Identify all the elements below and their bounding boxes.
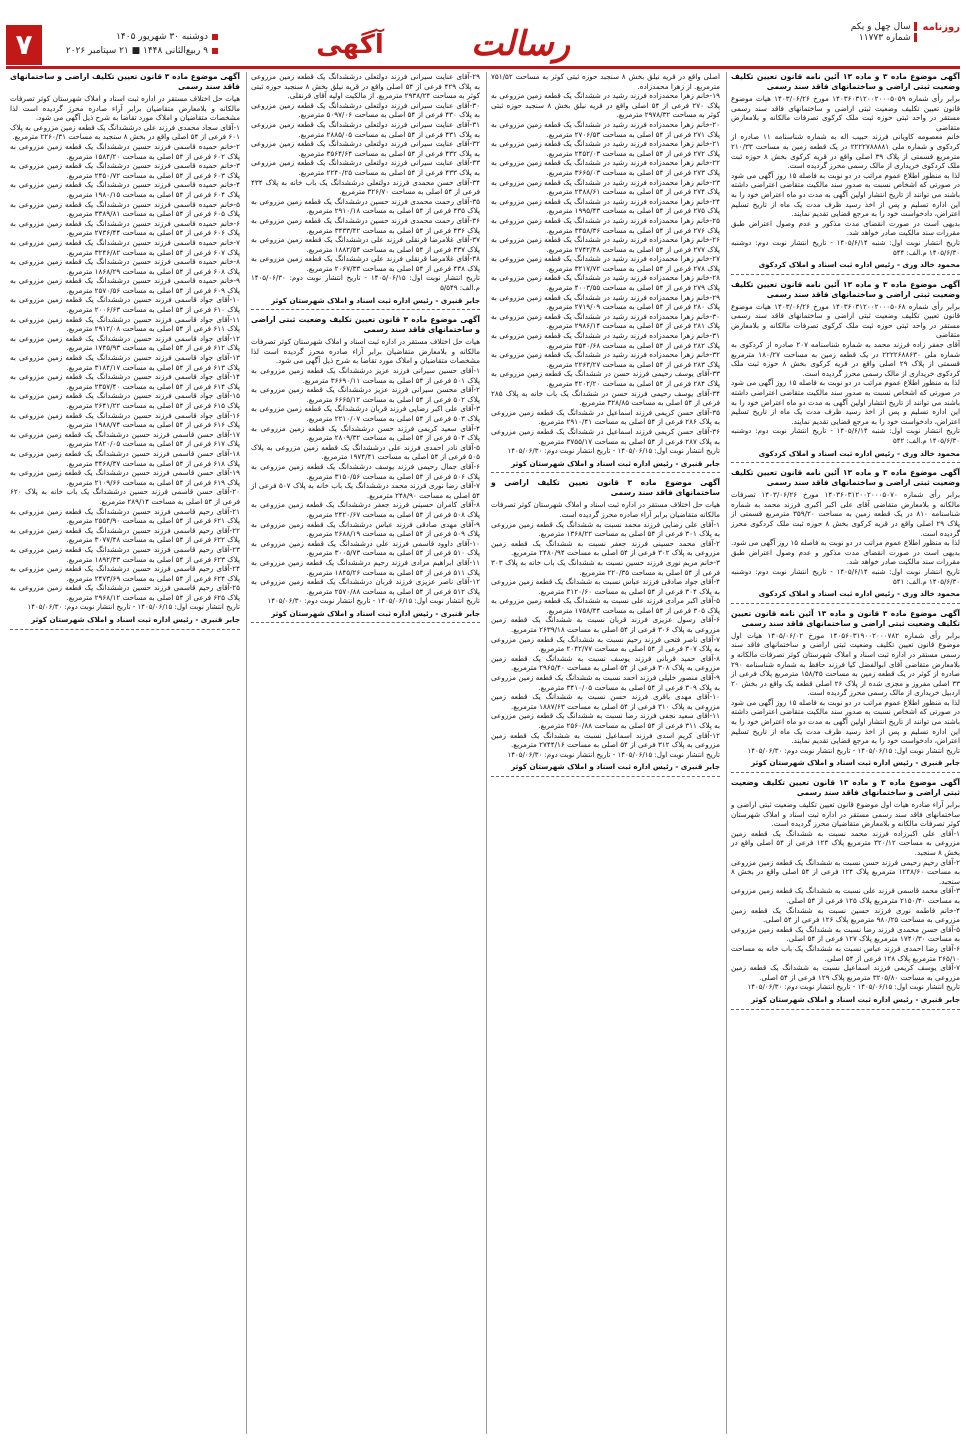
notice-date: تاریخ انتشار نوبت اول: ۱۴۰۵/۰۶/۱۵ - تاریخ انتشار نوبت دوم: ۱۴۰۵/۰۶/۳۰ bbox=[27, 603, 240, 612]
notice-paragraph: ۱۲-آقای جواد قاسمی فرزند حسین درششدانگ یک قطعه زمین مزروعی به پلاک ۶۱۲ فرعی از ۵۴ اصلی به مساحت ۱۷۴۵/۹۳ مترمربع. bbox=[10, 333, 240, 353]
notice-paragraph: ۵-آقای اکبر مرادی فرزند علی نسبت به ششدانگ یک قطعه زمین مزروعی به پلاک ۳۰۵ فرعی از ۵۴ اصلی به مساحت ۱۷۵۸/۴۴ مترمربع. bbox=[491, 596, 720, 615]
notice-paragraph: ۱۲-آقای ناصر عزیزی فرزند قربان درششدانگ یک قطعه زمین مزروعی به پلاک ۵۱۲ فرعی از ۵۴ اصلی به مساحت ۲۵۷۰/۸۸ مترمربع. bbox=[251, 577, 480, 596]
issue-text: شماره ۱۱۷۷۳ bbox=[858, 33, 911, 43]
notice-paragraph: ۱۱-آقای جواد قاسمی فرزند حسین درششدانگ یک قطعه زمین مزروعی به پلاک ۶۱۱ فرعی از ۵۴ اصلی به مساحت ۲۹۱۲/۰۸ مترمربع. bbox=[10, 314, 240, 334]
notice-date: تاریخ انتشار نوبت اول: ۱۴۰۵/۰۶/۱۵ - تاریخ انتشار نوبت دوم: ۱۴۰۵/۰۶/۳۰ م.الف: ۵/۵۴۹ bbox=[251, 274, 480, 293]
date-block bbox=[48, 30, 218, 58]
notice-signature: محمود خالد وری - رئیس اداره ثبت اسناد و املاک کردکوی bbox=[758, 589, 960, 599]
notice-paragraph: ۲۱-آقای رحیم قاسمی فرزند حسین درششدانگ یک قطعه زمین مزروعی به پلاک ۶۲۱ فرعی از ۵۴ اصلی به مساحت ۲۵۵۴/۹۰ مترمربع. bbox=[10, 506, 240, 526]
page-number: ۷ bbox=[6, 25, 42, 65]
notice-signature: جابر قنبری - رئیس اداره ثبت اسناد و املاک شهرستان کوثر bbox=[511, 458, 720, 468]
notice-date: تاریخ انتشار نوبت اول: ۱۴۰۵/۰۶/۱۵ - تاریخ انتشار نوبت دوم: ۱۴۰۵/۰۶/۳۰ bbox=[507, 447, 720, 456]
notice-paragraph: ۱-آقای علی اکبرزاده فرزند محمد نسبت به ششدانگ یک قطعه زمین مزروعی به مساحت ۳۲۰/۱۲ مترمربع پلاک ۱۲۳ فرعی از ۵۴ اصلی واقع در بخش ۸ سنجبد. bbox=[731, 828, 960, 857]
notice-date: تاریخ انتشار نوبت اول: شنبه ۱۴۰۵/۶/۱۴ - تاریخ انتشار نوبت دوم: دوشنبه ۱۴۰۵/۶/۳۰ م.الف: ۵۴۱ bbox=[731, 567, 960, 586]
legal-notice bbox=[10, 72, 240, 630]
notice-signature: جابر قنبری - رئیس اداره ثبت اسناد و املاک شهرستان کوثر bbox=[31, 615, 240, 625]
notice-paragraph: ۲۴-آقای رحیم قاسمی فرزند حسین درششدانگ یک قطعه زمین مزروعی به پلاک ۶۲۴ فرعی از ۵۴ اصلی به مساحت ۲۴۷۳/۶۹ مترمربع. bbox=[10, 564, 240, 583]
notice-paragraph: ۲۸-خانم زهرا محمدزاده فرزند رشید در ششدانگ یک قطعه زمین مزروعی به پلاک ۲۷۹ فرعی از ۵۴ اصلی به مساحت ۴۰۰۳/۵۵ مترمربع. bbox=[491, 273, 720, 293]
date-persian bbox=[48, 30, 218, 44]
notice-date: تاریخ انتشار نوبت اول: ۱۴۰۵/۰۶/۱۵ - تاریخ انتشار نوبت دوم: ۱۴۰۵/۰۶/۳۰ bbox=[267, 597, 480, 606]
notice-paragraph: ۳۰-آقای عنایت سیرانی فرزند دولتعلی درششدانگ یک قطعه زمین مزروعی به پلاک ۴۳۰ فرعی از ۵۴ اصلی به مساحت ۵۰۹۷/۰۶ مترمربع. bbox=[251, 100, 480, 120]
year-label bbox=[851, 22, 917, 33]
legal-notice bbox=[731, 72, 960, 275]
notice-paragraph: ۶-خانم حمیده قاسمی فرزند حسین درششدانگ یک قطعه زمین مزروعی به پلاک ۶۰۶ فرعی از ۵۴ اصلی به مساحت ۲۷۳۶/۴۴ مترمربع. bbox=[10, 218, 240, 238]
notice-paragraph: ۳۸-آقای غلامرضا قرنقلی فرزند علی درششدانگ یک قطعه زمین مزروعی به پلاک ۴۳۸ فرعی از ۵۴ اصلی به مساحت ۲۰۶۷/۳۳ مترمربع. bbox=[251, 254, 480, 273]
notice-paragraph: ۲۵-خانم زهرا محمدزاده فرزند رشید در ششدانگ یک قطعه زمین مزروعی به پلاک ۲۷۶ فرعی از ۵۴ اصلی به مساحت ۳۳۵۸/۳۶ مترمربع. bbox=[491, 215, 720, 235]
ad-columns bbox=[6, 72, 960, 1434]
notice-paragraph: ۲-آقای رحیم رحیمی فرزند حسن نسبت به ششدانگ یک قطعه زمین مزروعی به مساحت ۱۲۴۸/۶۰ مترمربع پلاک ۱۲۴ فرعی از ۵۴ اصلی واقع در بخش ۸ سنجبد. bbox=[731, 857, 960, 886]
masthead bbox=[0, 0, 966, 70]
notice-paragraph: ۷-آقای ناصر فتحی فرزند رحیم نسبت به ششدانگ یک قطعه زمین مزروعی به پلاک ۳۰۷ فرعی از ۵۴ اصلی به مساحت ۲۰۴۲/۷۷ مترمربع. bbox=[491, 634, 720, 654]
notice-signature: جابر قنبری - رئیس اداره ثبت اسناد و املاک شهرستان کوثر bbox=[271, 295, 480, 305]
notice-title: آگهی موضوع ماده ۳ و ماده ۱۳ آئین نامه قانون تعیین تکلیف وضعیت ثبتی اراضی و ساختمانهای فاقد سند رسمی bbox=[731, 468, 960, 488]
notice-title: آگهی موضوع ماده ۳ قانون تعیین تکلیف اراضی و ساختمانهای فاقد سند رسمی bbox=[10, 72, 240, 91]
notice-title: آگهی موضوع ماده ۳ و ماده ۱۳ آئین نامه قانون تعیین تکلیف وضعیت ثبتی اراضی و ساختمانهای فاقد سند رسمی bbox=[731, 279, 960, 299]
notice-paragraph: ۱۱-آقای ابراهیم مرادی فرزند رحیم درششدانگ یک قطعه زمین مزروعی به پلاک ۵۱۱ فرعی از ۵۴ اصلی به مساحت ۱۸۴۵/۲۶ مترمربع. bbox=[251, 557, 480, 577]
notice-date: تاریخ انتشار نوبت اول: ۱۴۰۵/۰۶/۱۵ - تاریخ انتشار نوبت دوم: ۱۴۰۵/۰۶/۳۰ bbox=[747, 746, 960, 755]
issue-label bbox=[851, 33, 917, 44]
notice-paragraph: ۳۲-آقای عنایت سیرانی فرزند دولتعلی درششدانگ یک قطعه زمین مزروعی به پلاک ۴۳۲ فرعی از ۵۴ اصلی به مساحت ۳۵۶۴/۶۴ مترمربع. bbox=[251, 139, 480, 158]
section-title: آگهی bbox=[316, 30, 384, 60]
notice-signature: جابر قنبری - رئیس اداره ثبت اسناد و املاک شهرستان کوثر bbox=[751, 758, 960, 768]
legal-notice bbox=[731, 609, 960, 773]
notice-paragraph: ۳۶-آقای رحمت محمدی فرزند حسین درششدانگ یک قطعه زمین مزروعی به پلاک ۴۳۶ فرعی از ۵۴ اصلی به مساحت ۳۴۳۳/۴۲ مترمربع. bbox=[251, 215, 480, 235]
notice-paragraph: ۲-خانم حمیده قاسمی فرزند حسین درششدانگ یک قطعه زمین مزروعی به پلاک ۶۰۲ فرعی از ۵۴ اصلی به مساحت ۱۵۸۴/۲۰ مترمربع. bbox=[10, 141, 240, 161]
notice-title: آگهی موضوع ماده ۳ قانون و ماده ۱۳ آئین نامه قانون تعیین تکلیف وضعیت ثبتی اراضی و ساختمانهای فاقد سند رسمی bbox=[731, 608, 960, 628]
paper-brand-block bbox=[923, 22, 961, 34]
notice-signature: جابر قنبری - رئیس اداره ثبت اسناد و املاک شهرستان کوثر bbox=[271, 608, 480, 618]
notice-paragraph: ۲۹-خانم زهرا محمدزاده فرزند رشید در ششدانگ یک قطعه زمین مزروعی به پلاک ۲۸۰ فرعی از ۵۴ اصلی به مساحت ۲۷۱۹/۰۹ مترمربع. bbox=[491, 292, 720, 312]
notice-paragraph: اصلی واقع در قریه نیلق بخش ۸ سنجبد حوزه ثبتی کوثر به مساحت ۷۵۱/۵۲ مترمربع. از زهرا محمدزاده. bbox=[491, 72, 720, 91]
notice-paragraph: لذا به منظور اطلاع عموم مراتب در دو نوبت به فاصله ۱۵ روز آگهی می شود در صورتی که اشخاص نسبت به صدور سند مالکیت متقاضی اعتراضی داشته باشند می توانند از تاریخ انتشار اولین آگهی به مدت دو ماه اعتراض خود را به این اداره تسلیم و پس از اخذ رسید ظرف مدت یک ماه از تاریخ تسلیم اعتراض، دادخواست خود را به مرجع قضایی تقدیم نمایند. bbox=[731, 697, 960, 746]
legal-notice bbox=[491, 72, 720, 473]
notice-paragraph: برابر رأی شماره ۱۴۰۳۶۰۳۱۲۰۰۲۰۰۰۵۰۵۹ مورخ ۱۴۰۳/۰۶/۲۶ هیات موضوع قانون تعیین تکلیف وضعیت ثبتی اراضی و ساختمانهای فاقد سند رسمی مستقر در واحد ثبتی حوزه ثبت ملک کرکوی تصرفات مالکانه و بلامعارض متقاضی bbox=[731, 94, 960, 132]
notice-paragraph: ۱-آقای سجاد محمدی فرزند علی درششدانگ یک قطعه زمین مزروعی به پلاک ۶۰۱ فرعی از ۵۴ اصلی واقع در بخش ۸ سنجبد به مساحت ۲۲۶۰/۳۱ مترمربع. bbox=[10, 122, 240, 142]
notice-paragraph: ۵-آقای نادر احمدی فرزند علی درششدانگ یک قطعه زمین مزروعی به پلاک ۵۰۵ فرعی از ۵۴ اصلی به مساحت ۱۹۷۴/۴۱ مترمربع. bbox=[251, 442, 480, 462]
notice-paragraph: ۲۰-آقای حسن قاسمی فرزند حسین درششدانگ یک باب خانه به پلاک ۶۲۰ فرعی از ۵۴ اصلی به مساحت ۲۸۹/۱۴ مترمربع. bbox=[10, 487, 240, 506]
column-4 bbox=[6, 72, 240, 1434]
notice-paragraph: برابر رأی شماره ۱۴۰۵۶۰۳۱۹۰۰۲۰۰۰۷۸۲ مورخ ۱۴۰۵/۰۶/۰۲ هیات اول موضوع قانون تعیین تکلیف وضعیت ثبتی اراضی و ساختمانهای فاقد سند رسمی مستقر در اداره ثبت اسناد و املاک شهرستان کوثر تصرفات مالکانه و بلامعارض متقاضی آقای ابوالفضل کیا فرزند حافظ به شماره شناسنامه ۲۹۰ صادره از کوثر در یک قطعه زمین به مساحت ۱۵۸/۴۵ مترمربع پلاک فرعی از ۳۳ اصلی مفروز و مجزی شده از پلاک ۲۶ اصلی قطعه یک واقع در بخش ۲۰ اردبیل خریداری از مالک رسمی محرز گردیده است. bbox=[731, 630, 960, 698]
notice-paragraph: هیات حل اختلاف مستقر در اداره ثبت اسناد و املاک شهرستان کوثر تصرفات مالکانه متقاضیان برابر آراء صادره محرز گردیده است. bbox=[491, 500, 720, 519]
notice-paragraph: ۳۴-آقای حسن محمدی فرزند دولتعلی درششدانگ یک باب خانه به پلاک ۴۳۴ فرعی از ۵۴ اصلی به مساحت ۳۲۶/۷۰ مترمربع. bbox=[251, 177, 480, 197]
notice-paragraph: ۳۵-آقای حسن کریمی فرزند اسماعیل در ششدانگ یک قطعه زمین مزروعی به پلاک ۲۸۶ فرعی از ۵۴ اصلی به مساحت ۲۹۱۰/۴۱ مترمربع. bbox=[491, 407, 720, 427]
notice-paragraph: ۸-آقای کامران حسینی فرزند جعفر درششدانگ یک قطعه زمین مزروعی به پلاک ۵۰۸ فرعی از ۵۴ اصلی به مساحت ۲۴۲۰/۶۷ مترمربع. bbox=[251, 500, 480, 519]
legal-notice bbox=[731, 778, 960, 1009]
notice-paragraph: لذا به منظور اطلاع عموم مراتب در دو نوبت به فاصله ۱۵ روز آگهی می شود. بدیهی است در صورت انقضای مدت مذکور و عدم وصول اعتراض طبق مقررات سند مالکیت صادر خواهد شد. bbox=[731, 538, 960, 567]
notice-paragraph: ۳۱-آقای عنایت سیرانی فرزند دولتعلی درششدانگ یک قطعه زمین مزروعی به پلاک ۴۳۱ فرعی از ۵۴ اصلی به مساحت ۲۸۸۵/۰۵ مترمربع. bbox=[251, 119, 480, 139]
notice-paragraph: ۳۷-آقای غلامرضا قرنقلی فرزند علی درششدانگ یک قطعه زمین مزروعی به پلاک ۴۳۷ فرعی از ۵۴ اصلی به مساحت ۱۸۸۲/۵۴ مترمربع. bbox=[251, 235, 480, 254]
notice-paragraph: برابر رأی شماره ۱۴۰۳۶۰۳۱۲۰۰۲۰۰۰۵۰۶۸ مورخ ۱۴۰۳/۰۶/۲۶ هیات موضوع قانون تعیین تکلیف وضعیت ثبتی اراضی و ساختمانهای فاقد سند رسمی مستقر در واحد ثبتی حوزه ثبت ملک کرکوی تصرفات مالکانه و بلامعارض متقاضی bbox=[731, 301, 960, 340]
notice-paragraph: ۱۳-آقای جواد قاسمی فرزند حسین درششدانگ یک قطعه زمین مزروعی به پلاک ۶۱۳ فرعی از ۵۴ اصلی به مساحت ۳۱۸۴/۱۷ مترمربع. bbox=[10, 353, 240, 372]
newspaper-logo: رسالت bbox=[470, 24, 570, 64]
notice-title: آگهی موضوع ماده ۳ قانون تعیین تکلیف اراضی و ساختمانهای فاقد سند رسمی bbox=[491, 478, 720, 498]
notice-signature: جابر قنبری - رئیس اداره ثبت اسناد و املاک شهرستان کوثر bbox=[751, 994, 960, 1004]
column-2 bbox=[486, 72, 720, 1434]
paper-meta-block bbox=[851, 22, 917, 44]
notice-signature: محمود خالد وری - رئیس اداره ثبت اسناد و املاک کردکوی bbox=[758, 260, 960, 270]
notice-paragraph: برابر آراء صادره هیات اول موضوع قانون تعیین تکلیف وضعیت ثبتی اراضی و ساختمانهای فاقد سند رسمی مستقر در اداره ثبت اسناد و املاک شهرستان کوثر تصرفات مالکانه و بلامعارض متقاضیان محرز گردیده است. bbox=[731, 800, 960, 829]
date-other-text: ۹ ربیع‌الثانی ۱۴۴۸ ■ ۲۱ سپتامبر ۲۰۲۶ bbox=[65, 46, 208, 56]
notice-paragraph: ۱۹-خانم زهرا محمدزاده فرزند رشید در ششدانگ یک قطعه زمین مزروعی به پلاک ۲۷۰ فرعی از ۵۴ اصلی واقع در قریه نیلق بخش ۸ سنجبد حوزه ثبتی کوثر به مساحت ۲۹۷۸/۳۲ مترمربع. bbox=[491, 91, 720, 120]
notice-paragraph: ۸-آقای حمید قربانی فرزند یوسف نسبت به ششدانگ یک قطعه زمین مزروعی به پلاک ۳۰۸ فرعی از ۵۴ اصلی به مساحت ۲۹۶۵/۴۰ مترمربع. bbox=[491, 653, 720, 673]
notice-paragraph: ۳-خانم مریم نوری فرزند حسین نسبت به ششدانگ یک باب خانه به پلاک ۳۰۳ فرعی از ۵۴ اصلی به مساحت ۲۲۰/۳۵ مترمربع. bbox=[491, 557, 720, 577]
notice-date: تاریخ انتشار نوبت اول: شنبه ۱۴۰۵/۶/۱۴ - تاریخ انتشار نوبت دوم: دوشنبه ۱۴۰۵/۶/۳۰ م.الف: ۵۴۲ bbox=[731, 427, 960, 445]
notice-date: تاریخ انتشار نوبت اول: ۱۴۰۵/۰۶/۱۵ - تاریخ انتشار نوبت دوم: ۱۴۰۵/۰۶/۳۰ bbox=[507, 750, 720, 759]
notice-signature: محمود خالد وری - رئیس اداره ثبت اسناد و املاک کردکوی bbox=[758, 448, 960, 458]
notice-paragraph: ۶-آقای رسول عزیزی فرزند قربان نسبت به ششدانگ یک قطعه زمین مزروعی به پلاک ۳۰۶ فرعی از ۵۴ اصلی به مساحت ۲۶۳۹/۱۸ مترمربع. bbox=[491, 615, 720, 635]
notice-paragraph: ۳۱-خانم زهرا محمدزاده فرزند رشید در ششدانگ یک قطعه زمین مزروعی به پلاک ۲۸۲ فرعی از ۵۴ اصلی به مساحت ۳۵۴۰/۶۸ مترمربع. bbox=[491, 331, 720, 350]
notice-paragraph: خانم معصومه کاویانی فرزند حبیب اله به شماره شناسنامه ۱۱ صادره از کردکوی و شماره ملی ۲۲۲۲۷۸۸۸۸۱ در یک قطعه زمین به مساحت ۲۱۰/۳۳ مترمربع قسمتی از پلاک ۳۹ اصلی واقع در قریه کرکوی بخش ۸ حوزه ثبت ملک کردکوی خریداری از مالک رسمی محرز گردیده است. bbox=[731, 132, 960, 171]
notice-paragraph: ۱۰-آقای مهدی باقری فرزند حسن نسبت به ششدانگ یک قطعه زمین مزروعی به پلاک ۳۱۰ فرعی از ۵۴ اصلی به مساحت ۱۸۸۷/۶۳ مترمربع. bbox=[491, 692, 720, 711]
notice-paragraph: ۲۲-آقای رحیم قاسمی فرزند حسین درششدانگ یک قطعه زمین مزروعی به پلاک ۶۲۲ فرعی از ۵۴ اصلی به مساحت ۳۰۷۷/۴۸ مترمربع. bbox=[10, 525, 240, 545]
notice-paragraph: ۸-خانم حمیده قاسمی فرزند حسین درششدانگ یک قطعه زمین مزروعی به پلاک ۶۰۸ فرعی از ۵۴ اصلی به مساحت ۱۸۶۸/۲۹ مترمربع. bbox=[10, 257, 240, 276]
notice-paragraph: ۲۹-آقای عنایت سیرانی فرزند دولتعلی درششدانگ یک قطعه زمین مزروعی به پلاک ۴۲۹ فرعی از ۵۴ اصلی واقع در قریه نیلق بخش ۸ سنجبد حوزه ثبتی کوثر به مساحت ۲۹۳۸/۲۴ مترمربع. از مالکیت اولیه آقای قرنقلی. bbox=[251, 72, 480, 101]
notice-signature: جابر قنبری - رئیس اداره ثبت اسناد و املاک شهرستان کوثر bbox=[511, 762, 720, 772]
notice-date: تاریخ انتشار نوبت اول: شنبه ۱۴۰۵/۶/۱۴ - تاریخ انتشار نوبت دوم: دوشنبه ۱۴۰۵/۶/۳۰ م.الف: ۵۴۴ bbox=[731, 238, 960, 257]
notice-paragraph: ۴-خانم فاطمه نوری فرزند حسین نسبت به ششدانگ یک قطعه زمین مزروعی به مساحت ۹۸۰/۲۵ مترمربع پلاک ۱۲۶ فرعی از ۵۴ اصلی. bbox=[731, 905, 960, 925]
notice-paragraph: برابر رأی شماره ۱۴۰۳۶۰۳۱۲۰۰۲۰۰۰۵۰۷۰ مورخ ۱۴۰۳/۰۶/۲۶ تصرفات مالکانه و بلامعارض متقاضی آقای علی اکبر اکبری فرزند محمد به شماره شناسنامه ۸۱۰ در یک قطعه زمین به مساحت ۳۵۹/۲۰ مترمربع قسمتی از پلاک ۲۹ اصلی واقع در قریه کرکوی بخش ۸ حوزه ثبت ملک کردکوی محرز گردیده است. bbox=[731, 490, 960, 538]
legal-notice bbox=[731, 280, 960, 464]
notice-paragraph: لذا به منظور اطلاع عموم مراتب در دو نوبت به فاصله ۱۵ روز آگهی می شود در صورتی که اشخاص نسبت به صدور سند مالکیت متقاضی اعتراضی داشته باشند می توانند از تاریخ انتشار اولین آگهی به مدت دو ماه اعتراض خود را به این اداره تسلیم و پس از اخذ رسید ظرف مدت یک ماه از تاریخ تسلیم اعتراض، دادخواست خود را به مرجع قضایی تقدیم نمایند. bbox=[731, 378, 960, 426]
date-other bbox=[48, 44, 218, 58]
notice-paragraph: ۲۶-خانم زهرا محمدزاده فرزند رشید در ششدانگ یک قطعه زمین مزروعی به پلاک ۲۷۷ فرعی از ۵۴ اصلی به مساحت ۲۷۴۲/۴۸ مترمربع. bbox=[491, 235, 720, 254]
notice-paragraph: ۳۰-خانم زهرا محمدزاده فرزند رشید در ششدانگ یک قطعه زمین مزروعی به پلاک ۲۸۱ فرعی از ۵۴ اصلی به مساحت ۲۹۸۶/۱۴ مترمربع. bbox=[491, 311, 720, 331]
notice-paragraph: هیات حل اختلاف مستقر در اداره ثبت اسناد و املاک شهرستان کوثر تصرفات مالکانه و بلامعارض متقاضیان برابر آراء صادره محرز گردیده است لذا مشخصات متقاضیان و املاک مورد تقاضا به شرح ذیل آگهی می شود. bbox=[251, 337, 480, 366]
notice-paragraph: ۲۴-خانم زهرا محمدزاده فرزند رشید در ششدانگ یک قطعه زمین مزروعی به پلاک ۲۷۵ فرعی از ۵۴ اصلی به مساحت ۱۹۹۵/۴۳ مترمربع. bbox=[491, 196, 720, 216]
notice-paragraph: ۱۴-آقای جواد قاسمی فرزند حسین درششدانگ یک قطعه زمین مزروعی به پلاک ۶۱۴ فرعی از ۵۴ اصلی به مساحت ۲۳۵۷/۴۰ مترمربع. bbox=[10, 372, 240, 391]
notice-paragraph: ۱۱-آقای سعید نجفی فرزند رضا نسبت به ششدانگ یک قطعه زمین مزروعی به پلاک ۳۱۱ فرعی از ۵۴ اصلی به مساحت ۲۵۶۰/۸۸ مترمربع. bbox=[491, 711, 720, 730]
legal-notice bbox=[251, 315, 480, 623]
notice-paragraph: ۳۳-آقای عنایت سیرانی فرزند دولتعلی درششدانگ یک قطعه زمین مزروعی به پلاک ۴۳۳ فرعی از ۵۴ اصلی به مساحت ۲۲۴۰/۲۵ مترمربع. bbox=[251, 158, 480, 177]
column-1 bbox=[726, 72, 960, 1434]
notice-paragraph: ۱۰-آقای جواد قاسمی فرزند حسین درششدانگ یک قطعه زمین مزروعی به پلاک ۶۱۰ فرعی از ۵۴ اصلی به مساحت ۲۰۰۶/۶۳ مترمربع. bbox=[10, 295, 240, 315]
notice-paragraph: ۱۷-آقای حسن قاسمی فرزند حسین درششدانگ یک قطعه زمین مزروعی به پلاک ۶۱۷ فرعی از ۵۴ اصلی به مساحت ۲۸۲۰/۰۵ مترمربع. bbox=[10, 429, 240, 449]
notice-title: آگهی موضوع ماده ۳ و ماده ۱۳ قانون تعیین تکلیف وضعیت ثبتی اراضی و ساختمانهای فاقد سند رسمی bbox=[731, 778, 960, 798]
notice-paragraph: ۹-خانم حمیده قاسمی فرزند حسین درششدانگ یک قطعه زمین مزروعی به پلاک ۶۰۹ فرعی از ۵۴ اصلی به مساحت ۲۵۷۰/۵۶ مترمربع. bbox=[10, 276, 240, 295]
notice-paragraph: ۳۴-آقای یوسف رحیمی فرزند حسن در ششدانگ یک باب خانه به پلاک ۲۸۵ فرعی از ۵۴ اصلی به مساحت ۳۲۸/۸۵ مترمربع. bbox=[491, 388, 720, 408]
notice-paragraph: ۱۶-آقای جواد قاسمی فرزند حسین درششدانگ یک قطعه زمین مزروعی به پلاک ۶۱۶ فرعی از ۵۴ اصلی به مساحت ۱۹۸۸/۷۴ مترمربع. bbox=[10, 410, 240, 430]
notice-title: آگهی موضوع ماده ۳ قانون تعیین تکلیف وضعیت ثبتی اراضی و ساختمانهای فاقد سند رسمی bbox=[251, 315, 480, 335]
notice-paragraph: ۶-آقای جمال رحیمی فرزند یوسف درششدانگ یک قطعه زمین مزروعی به پلاک ۵۰۶ فرعی از ۵۴ اصلی به مساحت ۳۱۵۰/۵۶ مترمربع. bbox=[251, 461, 480, 481]
notice-paragraph: ۴-خانم حمیده قاسمی فرزند حسین درششدانگ یک قطعه زمین مزروعی به پلاک ۶۰۴ فرعی از ۵۴ اصلی به مساحت ۱۹۸۰/۱۵ مترمربع. bbox=[10, 180, 240, 199]
notice-paragraph: ۶-آقای رضا احمدی فرزند عباس نسبت به ششدانگ یک باب خانه به مساحت ۲۶۵/۱۰ مترمربع پلاک ۱۲۸ فرعی از ۵۴ اصلی. bbox=[731, 943, 960, 963]
notice-paragraph: ۳۳-آقای یوسف رحیمی فرزند حسن در ششدانگ یک قطعه زمین مزروعی به پلاک ۲۸۴ فرعی از ۵۴ اصلی به مساحت ۴۲۰۲/۲۰ مترمربع. bbox=[491, 369, 720, 388]
notice-paragraph: ۱۸-آقای حسن قاسمی فرزند حسین درششدانگ یک قطعه زمین مزروعی به پلاک ۶۱۸ فرعی از ۵۴ اصلی به مساحت ۳۴۶۸/۳۷ مترمربع. bbox=[10, 448, 240, 468]
year-text: سال چهل و یکم bbox=[850, 22, 911, 32]
notice-paragraph: ۳-آقای علی اکبر رضایی فرزند قربان درششدانگ یک قطعه زمین مزروعی به پلاک ۵۰۳ فرعی از ۵۴ اصلی به مساحت ۲۲۱۰/۰۷ مترمربع. bbox=[251, 404, 480, 423]
column-3 bbox=[246, 72, 480, 1434]
notice-paragraph: ۳۲-خانم زهرا محمدزاده فرزند رشید در ششدانگ یک قطعه زمین مزروعی به پلاک ۲۸۳ فرعی از ۵۴ اصلی به مساحت ۲۲۶۳/۲۷ مترمربع. bbox=[491, 350, 720, 369]
notice-paragraph: ۵-خانم حمیده قاسمی فرزند حسین درششدانگ یک قطعه زمین مزروعی به پلاک ۶۰۵ فرعی از ۵۴ اصلی به مساحت ۳۳۸۹/۸۱ مترمربع. bbox=[10, 199, 240, 219]
legal-notice bbox=[251, 72, 480, 310]
notice-paragraph: ۳۶-آقای حسن کریمی فرزند اسماعیل در ششدانگ یک قطعه زمین مزروعی به پلاک ۲۸۷ فرعی از ۵۴ اصلی به مساحت ۳۷۵۵/۱۷ مترمربع. bbox=[491, 426, 720, 446]
notice-paragraph: ۲-آقای محسن سیرانی فرزند عزیز درششدانگ یک قطعه زمین مزروعی به پلاک ۵۰۲ فرعی از ۵۴ اصلی به مساحت ۶۶۶۵/۱۲ مترمربع. bbox=[251, 385, 480, 404]
notice-date: تاریخ انتشار نوبت اول: ۱۴۰۵/۰۶/۱۵ - تاریخ انتشار نوبت دوم: ۱۴۰۵/۰۶/۳۰ bbox=[747, 983, 960, 992]
notice-paragraph: ۹-آقای منصور خلیلی فرزند احمد نسبت به ششدانگ یک قطعه زمین مزروعی به پلاک ۳۰۹ فرعی از ۵۴ اصلی به مساحت ۳۴۱۰/۰۵ مترمربع. bbox=[491, 673, 720, 692]
notice-paragraph: ۲۲-خانم زهرا محمدزاده فرزند رشید در ششدانگ یک قطعه زمین مزروعی به پلاک ۲۷۳ فرعی از ۵۴ اصلی به مساحت ۳۶۶۵/۰۳ مترمربع. bbox=[491, 158, 720, 177]
notice-paragraph: ۷-آقای رضا نوری فرزند محمد درششدانگ یک باب خانه به پلاک ۵۰۷ فرعی از ۵۴ اصلی به مساحت ۲۴۸/۹۰ مترمربع. bbox=[251, 481, 480, 500]
notice-paragraph: ۷-خانم حمیده قاسمی فرزند حسین درششدانگ یک قطعه زمین مزروعی به پلاک ۶۰۷ فرعی از ۵۴ اصلی به مساحت ۳۲۴۶/۸۲ مترمربع. bbox=[10, 237, 240, 257]
notice-paragraph: ۱۲-آقای کریم اسدی فرزند اسماعیل نسبت به ششدانگ یک قطعه زمین مزروعی به پلاک ۳۱۲ فرعی از ۵۴ اصلی به مساحت ۲۷۴۴/۱۶ مترمربع. bbox=[491, 730, 720, 750]
notice-paragraph: ۱۵-آقای جواد قاسمی فرزند حسین درششدانگ یک قطعه زمین مزروعی به پلاک ۶۱۵ فرعی از ۵۴ اصلی به مساحت ۲۶۴۱/۲۲ مترمربع. bbox=[10, 391, 240, 410]
notice-paragraph: ۳۵-آقای رحمت محمدی فرزند حسین درششدانگ یک قطعه زمین مزروعی به پلاک ۴۳۵ فرعی از ۵۴ اصلی به مساحت ۲۹۱۰/۱۸ مترمربع. bbox=[251, 196, 480, 216]
notice-paragraph: ۱-آقای حسین سیرانی فرزند عزیز درششدانگ یک قطعه زمین مزروعی به پلاک ۵۰۱ فرعی از ۵۴ اصلی به مساحت ۳۶۶۹۰/۱۱ مترمربع. bbox=[251, 366, 480, 385]
notice-title: آگهی موضوع ماده ۳ و ماده ۱۳ آئین نامه قانون تعیین تکلیف وضعیت ثبتی اراضی و ساختمانهای فاقد سند رسمی bbox=[731, 72, 960, 91]
notice-paragraph: ۳-آقای محمد قاسمی فرزند علی نسبت به ششدانگ یک قطعه زمین مزروعی به مساحت ۲۱۵۰/۴۰ مترمربع پلاک ۱۲۵ فرعی از ۵۴ اصلی. bbox=[731, 886, 960, 905]
notice-paragraph: آقای جعفر زاده فرزند محمد به شماره شناسنامه ۲۰۷ صادره از کردکوی به شماره ملی ۲۲۲۲۶۸۸۶۳۰ در یک قطعه زمین به مساحت ۱۸۰/۲۷ مترمربع قسمتی از پلاک ۲۹ اصلی واقع در قریه کرکوی بخش ۸ حوزه ثبت ملک کردکوی خریداری از مالک رسمی محرز گردیده است. bbox=[731, 340, 960, 378]
notice-paragraph: ۱۰-آقای داوود قاسمی فرزند علی درششدانگ یک قطعه زمین مزروعی به پلاک ۵۱۰ فرعی از ۵۴ اصلی به مساحت ۳۰۰۵/۷۳ مترمربع. bbox=[251, 538, 480, 558]
notice-paragraph: ۲۷-خانم زهرا محمدزاده فرزند رشید در ششدانگ یک قطعه زمین مزروعی به پلاک ۲۷۸ فرعی از ۵۴ اصلی به مساحت ۳۲۱۷/۷۲ مترمربع. bbox=[491, 254, 720, 273]
date-persian-text: دوشنبه ۳۰ شهریور ۱۴۰۵ bbox=[116, 32, 208, 42]
notice-paragraph: ۱-آقای علی رضایی فرزند محمد نسبت به ششدانگ یک قطعه زمین مزروعی به پلاک ۳۰۱ فرعی از ۵۴ اصلی به مساحت ۱۳۶۸/۲۲ مترمربع. bbox=[491, 519, 720, 539]
notice-paragraph: ۲۵-آقای رحیم قاسمی فرزند حسین درششدانگ یک قطعه زمین مزروعی به پلاک ۶۲۵ فرعی از ۵۴ اصلی به مساحت ۲۹۶۸/۱۲ مترمربع. bbox=[10, 583, 240, 602]
notice-paragraph: ۲۳-آقای رحیم قاسمی فرزند حسین درششدانگ یک قطعه زمین مزروعی به پلاک ۶۲۳ فرعی از ۵۴ اصلی به مساحت ۱۸۹۲/۳۳ مترمربع. bbox=[10, 544, 240, 564]
notice-paragraph: ۲۱-خانم زهرا محمدزاده فرزند رشید در ششدانگ یک قطعه زمین مزروعی به پلاک ۲۷۲ فرعی از ۵۴ اصلی به مساحت ۲۴۵۲/۰۳ مترمربع. bbox=[491, 139, 720, 158]
notice-paragraph: ۲۰-خانم زهرا محمدزاده فرزند رشید در ششدانگ یک قطعه زمین مزروعی به پلاک ۲۷۱ فرعی از ۵۴ اصلی به مساحت ۲۷۰۶/۵۳ مترمربع. bbox=[491, 119, 720, 139]
paper-info bbox=[710, 22, 960, 62]
notice-paragraph: ۵-آقای حسن محمدی فرزند رضا نسبت به ششدانگ یک قطعه زمین مزروعی به مساحت ۱۷۴۰/۳۰ مترمربع پلاک ۱۲۷ فرعی از ۵۴ اصلی. bbox=[731, 924, 960, 944]
paper-type-label: روزنامه bbox=[922, 22, 960, 33]
notice-paragraph: ۲۳-خانم زهرا محمدزاده فرزند رشید در ششدانگ یک قطعه زمین مزروعی به پلاک ۲۷۴ فرعی از ۵۴ اصلی به مساحت ۲۳۸۸/۶۱ مترمربع. bbox=[491, 177, 720, 197]
notice-paragraph: هیات حل اختلاف مستقر در اداره ثبت اسناد و املاک شهرستان کوثر تصرفات مالکانه و بلامعارض متقاضیان برابر آراء صادره محرز گردیده است لذا مشخصات متقاضیان و املاک مورد تقاضا به شرح ذیل آگهی می شود. bbox=[10, 94, 240, 123]
notice-paragraph: ۹-آقای مهدی صادقی فرزند عباس درششدانگ یک قطعه زمین مزروعی به پلاک ۵۰۹ فرعی از ۵۴ اصلی به مساحت ۲۶۸۸/۱۹ مترمربع. bbox=[251, 519, 480, 539]
notice-paragraph: ۷-آقای یوسف کریمی فرزند اسماعیل نسبت به ششدانگ یک قطعه زمین مزروعی به مساحت ۳۲۰۵/۸۰ مترمربع پلاک ۱۲۹ فرعی از ۵۴ اصلی. bbox=[731, 963, 960, 982]
header-divider bbox=[6, 66, 960, 69]
notice-paragraph: ۲-آقای محمد حسینی فرزند جعفر نسبت به ششدانگ یک قطعه زمین مزروعی به پلاک ۳۰۲ فرعی از ۵۴ اصلی به مساحت ۲۴۸۰/۹۴ مترمربع. bbox=[491, 538, 720, 558]
notice-paragraph: ۱۹-آقای حسن قاسمی فرزند حسین درششدانگ یک قطعه زمین مزروعی به پلاک ۶۱۹ فرعی از ۵۴ اصلی به مساحت ۲۱۰۹/۶۶ مترمربع. bbox=[10, 468, 240, 487]
notice-paragraph: بدیهی است در صورت انقضای مدت مذکور و عدم وصول اعتراض طبق مقررات سند مالکیت صادر خواهد شد. bbox=[731, 218, 960, 238]
legal-notice bbox=[491, 478, 720, 777]
notice-paragraph: ۴-آقای جواد صادقی فرزند عباس نسبت به ششدانگ یک قطعه زمین مزروعی به پلاک ۳۰۴ فرعی از ۵۴ اصلی به مساحت ۳۱۲۰/۶۰ مترمربع. bbox=[491, 577, 720, 596]
legal-notice bbox=[731, 468, 960, 604]
notice-paragraph: ۳-خانم حمیده قاسمی فرزند حسین درششدانگ یک قطعه زمین مزروعی به پلاک ۶۰۳ فرعی از ۵۴ اصلی به مساحت ۲۴۵۰/۷۲ مترمربع. bbox=[10, 161, 240, 180]
notice-paragraph: لذا به منظور اطلاع عموم مراتب در دو نوبت به فاصله ۱۵ روز آگهی می شود در صورتی که اشخاص نسبت به صدور سند مالکیت متقاضی اعتراضی داشته باشند می توانند از تاریخ انتشار اولین آگهی به مدت دو ماه اعتراض خود را به این اداره تسلیم و پس از اخذ رسید ظرف مدت یک ماه از تاریخ تسلیم اعتراض، دادخواست خود را به مرجع قضایی تقدیم نمایند. bbox=[731, 170, 960, 219]
notice-paragraph: ۴-آقای سعید کریمی فرزند حسن درششدانگ یک قطعه زمین مزروعی به پلاک ۵۰۴ فرعی از ۵۴ اصلی به مساحت ۲۸۰۹/۳۲ مترمربع. bbox=[251, 423, 480, 443]
